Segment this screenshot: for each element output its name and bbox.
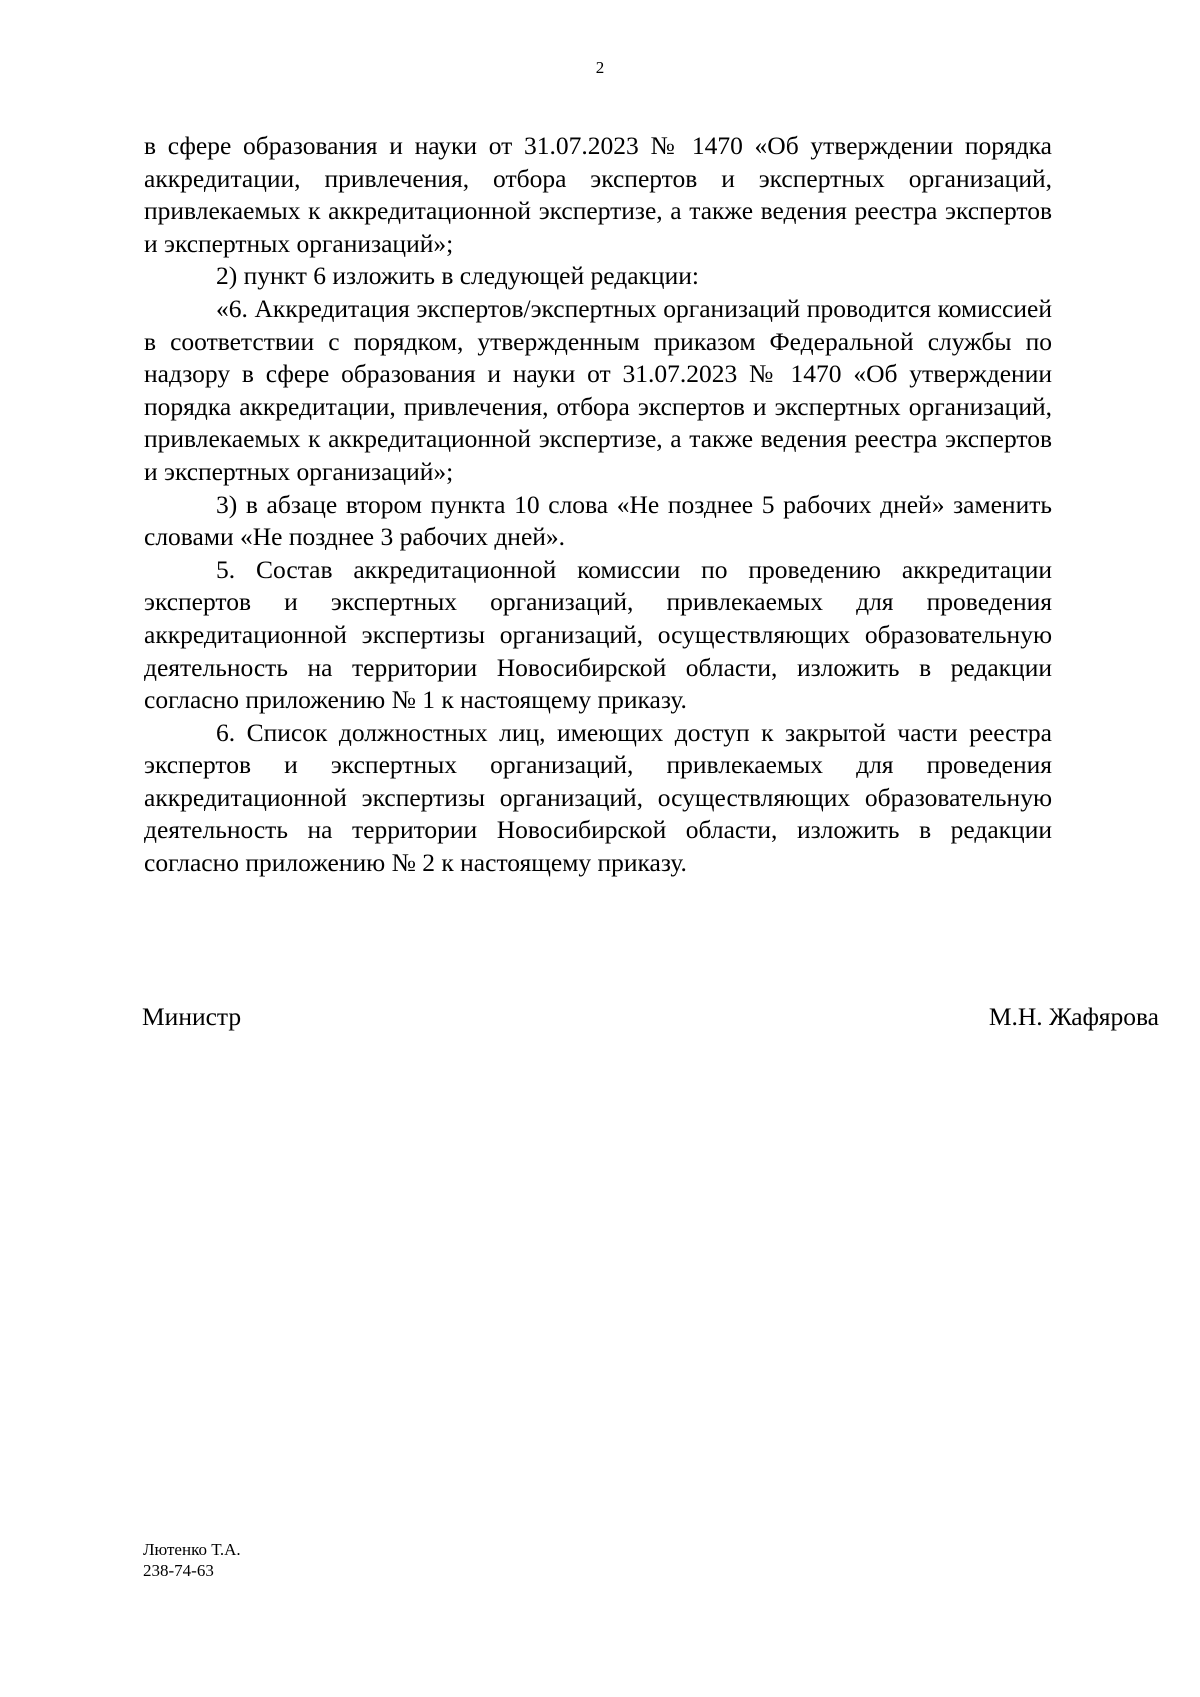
paragraph-clause-6: 6. Список должностных лиц, имеющих доступ к закрытой части реестра экспертов и экспертных организаций, привлекаемых для проведения аккредитационной экспертизы организаций, осуществляющих образовательную деятельность на территории Новосибирской области, изложить в редакции согласно приложению № 2 к настоящему приказу. xyxy=(144,717,1052,878)
paragraph-subitem-3: 3) в абзаце втором пункта 10 слова «Не позднее 5 рабочих дней» заменить словами «Не позднее 3 рабочих дней». xyxy=(144,489,1052,552)
signatory-name: М.Н. Жафярова xyxy=(988,1002,1159,1031)
paragraph-clause-5: 5. Состав аккредитационной комиссии по проведению аккредитации экспертов и экспертных организаций, привлекаемых для проведения аккредитационной экспертизы организаций, осуществляющих образовательную деятельность на территории Новосибирской области, изложить в редакции согласно приложению № 1 к настоящему приказу. xyxy=(144,554,1052,715)
signatory-position: Министр xyxy=(142,1002,242,1031)
executor-name: Лютенко Т.А. xyxy=(143,1540,241,1559)
paragraph-subitem-2: 2) пункт 6 изложить в следующей редакции: xyxy=(216,261,699,291)
executor-block xyxy=(143,1539,241,1581)
paragraph-item-6-text: «6. Аккредитация экспертов/экспертных организаций проводится комиссией в соответствии с порядком, утвержденным приказом Федеральной службы по надзору в сфере образования и науки от 31.07.2023 № 1470 «Об утверждении порядка аккредитации, привлечения, отбора экспертов и экспертных организаций, привлекаемых к аккредитационной экспертизе, а также ведения реестра экспертов и экспертных организаций»; xyxy=(144,293,1052,486)
paragraph-continuation: в сфере образования и науки от 31.07.2023 № 1470 «Об утверждении порядка аккредитации, привлечения, отбора экспертов и экспертных организаций, привлекаемых к аккредитационной экспертизе, а также ведения реестра экспертов и экспертных организаций»; xyxy=(144,131,1052,258)
document-body xyxy=(144,130,1052,880)
page-number: 2 xyxy=(595,58,605,77)
executor-phone: 238-74-63 xyxy=(143,1561,214,1580)
